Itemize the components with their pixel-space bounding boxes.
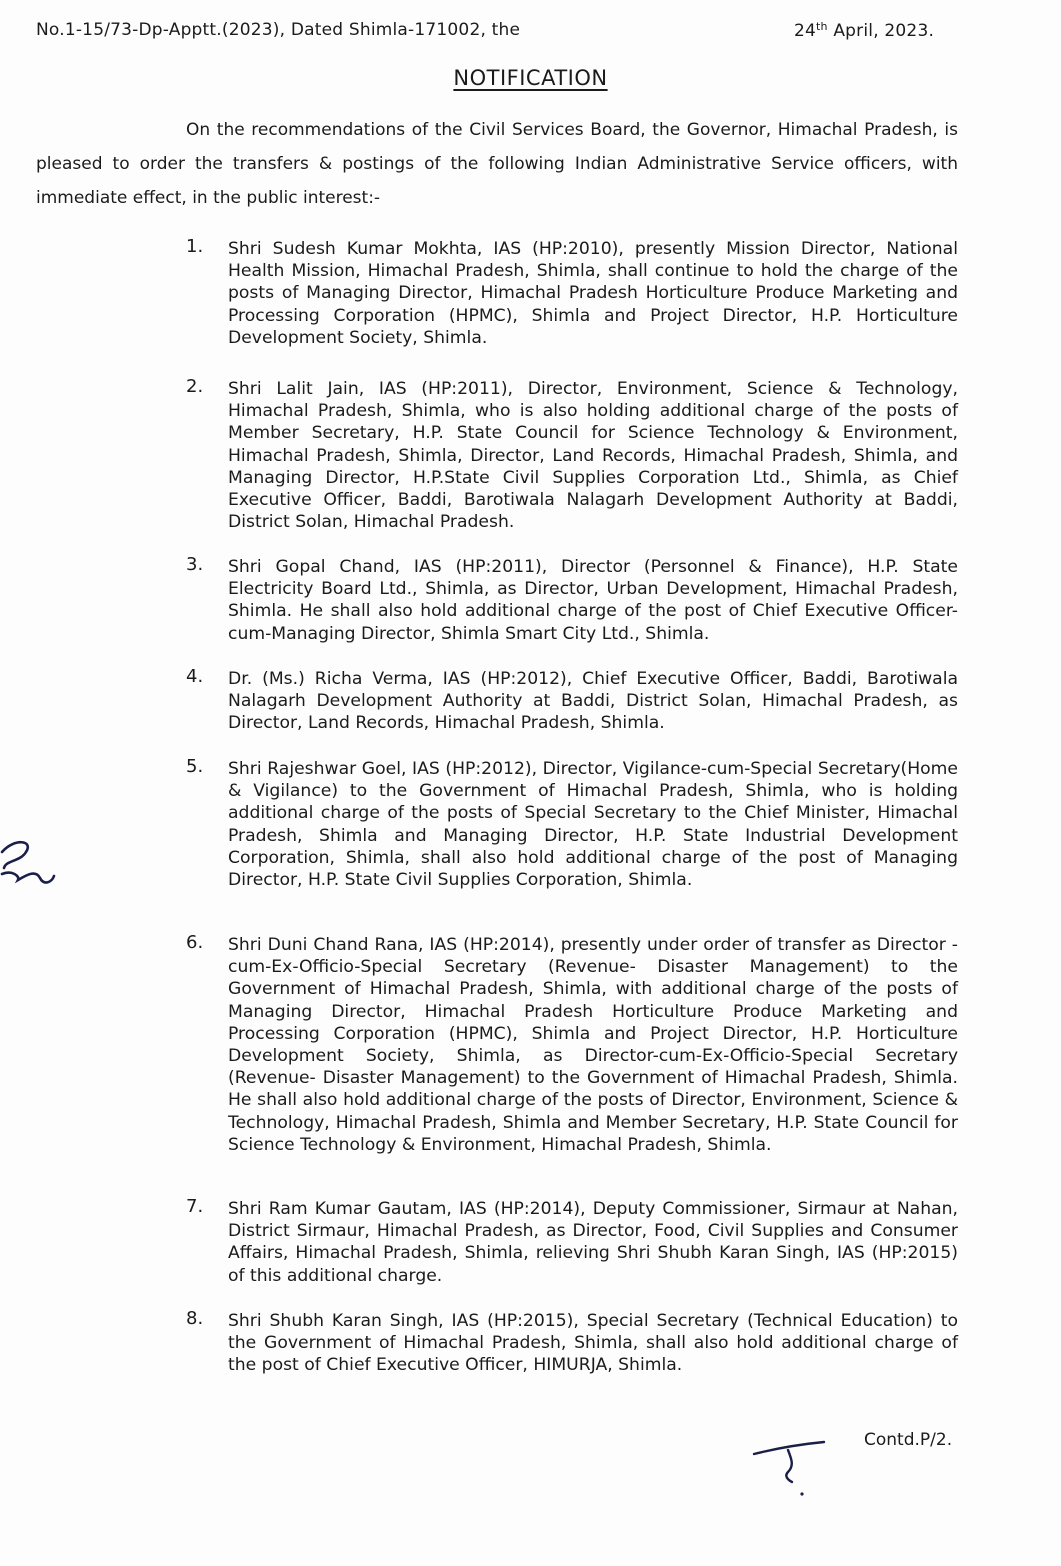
- date-day: 24: [794, 21, 817, 41]
- item-number: 6.: [186, 932, 204, 953]
- date-month-year: April, 2023.: [827, 21, 935, 41]
- intro-paragraph: On the recommendations of the Civil Services Board, the Governor, Himachal Pradesh, is pleased to order the transfers & postings of the following Indian Administrative Service officers, with immediate effect, in the public interest:-: [36, 120, 958, 208]
- item-number: 2.: [186, 376, 204, 397]
- notification-date: [794, 20, 934, 41]
- item-number: 3.: [186, 554, 204, 575]
- item-text: Shri Lalit Jain, IAS (HP:2011), Director, Environment, Science & Technology, Himachal Pradesh, Shimla, who is also holding additional charge of the posts of Member Secretary, H.P. State Council for Science Technology & Environment, Himachal Pradesh, Shimla, Director, Land Records, Himachal Pradesh, Shimla, and Managing Director, H.P.State Civil Supplies Corporation Ltd., Shimla, as Chief Executive Officer, Baddi, Barotiwala Nalagarh Development Authority at Baddi, District Solan, Himachal Pradesh.: [228, 379, 958, 533]
- item-text: Shri Gopal Chand, IAS (HP:2011), Director (Personnel & Finance), H.P. State Electricity Board Ltd., Shimla, as Director, Urban Development, Himachal Pradesh, Shimla. He shall also hold additional charge of the post of Chief Executive Officer-cum-Managing Director, Shimla Smart City Ltd., Shimla.: [228, 557, 958, 644]
- item-number: 4.: [186, 666, 204, 687]
- item-number: 1.: [186, 236, 204, 257]
- item-text: Dr. (Ms.) Richa Verma, IAS (HP:2012), Chief Executive Officer, Baddi, Barotiwala Nalagarh Development Authority at Baddi, District Solan, Himachal Pradesh, as Director, Land Records, Himachal Pradesh, Shimla.: [228, 669, 958, 734]
- item-text: Shri Sudesh Kumar Mokhta, IAS (HP:2010), presently Mission Director, National Health Mission, Himachal Pradesh, Shimla, shall continue to hold the charge of the posts of Managing Director, Himachal Pradesh Horticulture Produce Marketing and Processing Corporation (HPMC), Shimla and Project Director, H.P. Horticulture Development Society, Shimla.: [228, 239, 958, 348]
- continued-note: Contd.P/2.: [864, 1430, 953, 1450]
- signature: [748, 1436, 838, 1506]
- date-suffix: th: [816, 20, 828, 33]
- margin-initials-signature: [0, 830, 60, 900]
- item-number: 8.: [186, 1308, 204, 1329]
- item-number: 5.: [186, 756, 204, 777]
- reference-number: No.1-15/73-Dp-Apptt.(2023), Dated Shimla-171002, the: [36, 20, 521, 40]
- item-text: Shri Duni Chand Rana, IAS (HP:2014), presently under order of transfer as Director -cum-Ex-Officio-Special Secretary (Revenue- Disaster Management) to the Government of Himachal Pradesh, Shimla, with additional charge of the posts of Managing Director, Himachal Pradesh Horticulture Produce Marketing and Processing Corporation (HPMC), Shimla and Project Director, H.P. Horticulture Development Society, Shimla, as Director-cum-Ex-Officio-Special Secretary (Revenue- Disaster Management) to the Government of Himachal Pradesh, Shimla. He shall also hold additional charge of the posts of Director, Environment, Science & Technology, Himachal Pradesh, Shimla and Member Secretary, H.P. State Council for Science Technology & Environment, Himachal Pradesh, Shimla.: [228, 935, 958, 1155]
- item-text: Shri Ram Kumar Gautam, IAS (HP:2014), Deputy Commissioner, Sirmaur at Nahan, District Sirmaur, Himachal Pradesh, as Director, Food, Civil Supplies and Consumer Affairs, Himachal Pradesh, Shimla, relieving Shri Shubh Karan Singh, IAS (HP:2015) of this additional charge.: [228, 1199, 958, 1286]
- page-title: NOTIFICATION: [453, 66, 608, 90]
- item-text: Shri Rajeshwar Goel, IAS (HP:2012), Director, Vigilance-cum-Special Secretary(Home & Vigilance) to the Government of Himachal Pradesh, Shimla, who is holding additional charge of the posts of Special Secretary to the Chief Minister, Himachal Pradesh, Shimla and Managing Director, H.P. State Industrial Development Corporation, Shimla, shall also hold additional charge of the post of Managing Director, H.P. State Civil Supplies Corporation, Shimla.: [228, 759, 958, 891]
- item-number: 7.: [186, 1196, 204, 1217]
- item-text: Shri Shubh Karan Singh, IAS (HP:2015), Special Secretary (Technical Education) to the Government of Himachal Pradesh, Shimla, shall also hold additional charge of the post of Chief Executive Officer, HIMURJA, Shimla.: [228, 1311, 958, 1376]
